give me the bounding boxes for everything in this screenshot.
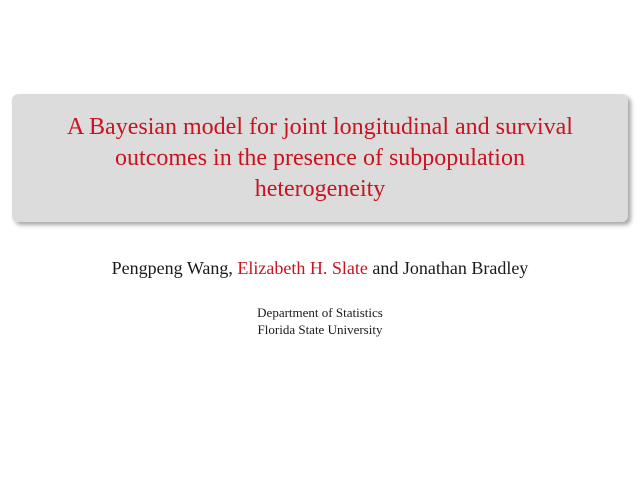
author-separator-comma: , [228,258,238,278]
affiliation-department: Department of Statistics [257,305,383,320]
title-line-2: outcomes in the presence of subpopulation [115,144,525,171]
author-jonathan-bradley: Jonathan Bradley [402,258,529,278]
title-block [12,94,628,222]
affiliation-block [0,304,640,338]
author-list [0,257,640,279]
author-pengpeng-wang: Pengpeng Wang [111,258,229,278]
author-separator-and: and [367,258,403,278]
affiliation-university: Florida State University [257,322,383,337]
title-line-1: A Bayesian model for joint longitudinal and survival [67,113,573,140]
title-line-3: heterogeneity [254,175,386,202]
author-elizabeth-slate: Elizabeth H. Slate [237,258,368,278]
